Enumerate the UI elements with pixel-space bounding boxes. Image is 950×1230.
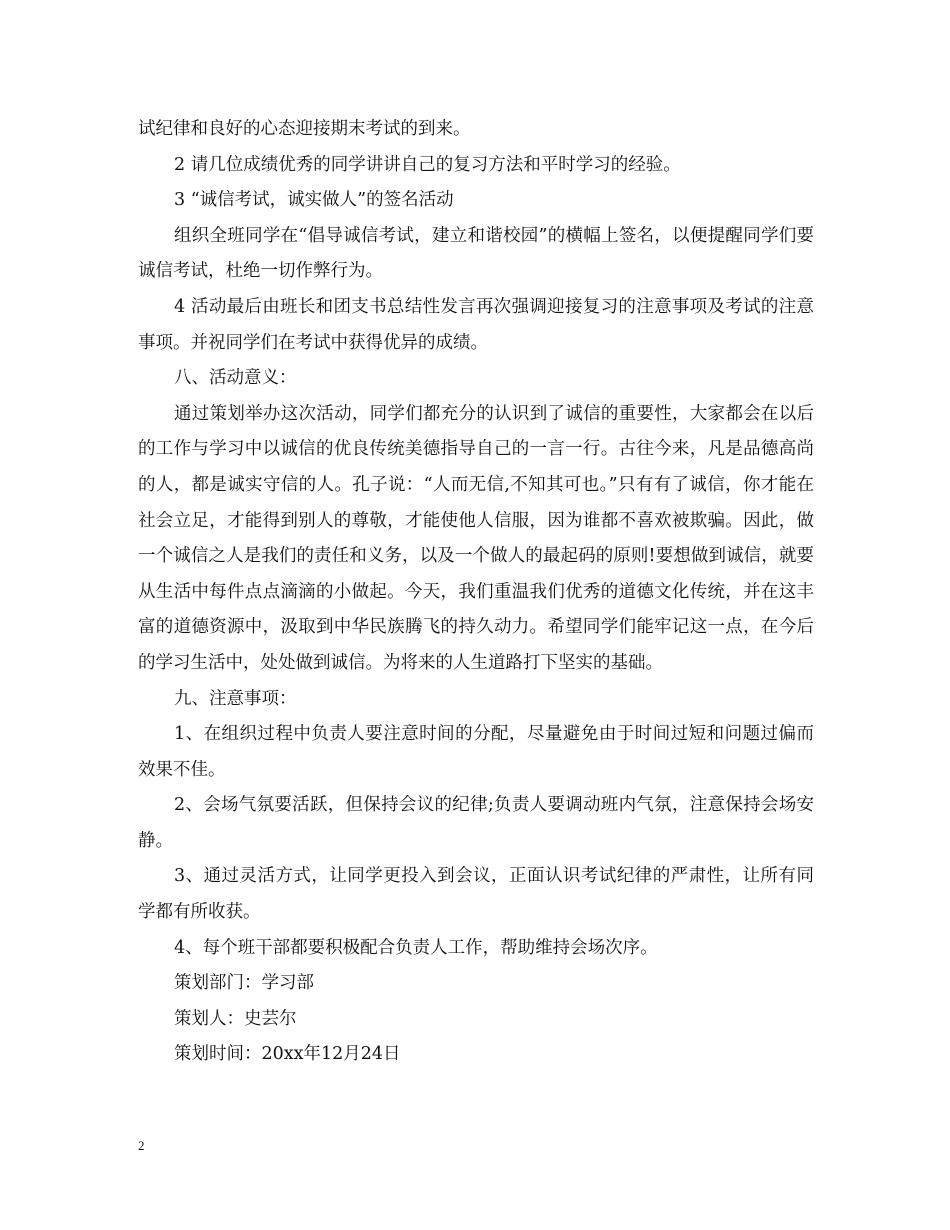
paragraph-item-2: 2 请几位成绩优秀的同学讲讲自己的复习方法和平时学习的经验。 [174,154,681,175]
note-item-1: 1、在组织过程中负责人要注意时间的分配，尽量避免由于时间过短和问题过偏而效果不佳。 [138,724,814,780]
note-item-3: 3、通过灵活方式，让同学更投入到会议，正面认识考试纪律的严肃性，让所有同学都有所收获。 [138,866,814,923]
planning-date: 策划时间：20xx年12月24日 [174,1044,401,1065]
paragraph-continuation: 试纪律和良好的心态迎接期末考试的到来。 [138,119,471,139]
page-number: 2 [138,1138,145,1153]
section-heading-notes: 九、注意事项： [174,688,297,709]
section-heading-significance: 八、活动意义： [174,368,297,389]
paragraph-item-4: 4 活动最后由班长和团支书总结性发言再次强调迎接复习的注意事项及考试的注意事项。并祝同学们在考试中获得优异的成绩。 [138,296,814,353]
planner-name: 策划人：史芸尔 [174,1008,297,1029]
paragraph-signing-activity: 组织全班同学在“倡导诚信考试，建立和谐校园”的横幅上签名，以便提醒同学们要诚信考试，杜绝一切作弊行为。 [138,225,814,282]
note-item-2: 2、会场气氛要活跃，但保持会议的纪律;负责人要调动班内气氛，注意保持会场安静。 [138,795,814,851]
paragraph-significance: 通过策划举办这次活动，同学们都充分的认识到了诚信的重要性，大家都会在以后的工作与学习中以诚信的优良传统美德指导自己的一言一行。古往今来，凡是品德高尚的人，都是诚实守信的人。孔子说：“人而无信,不知其可也。”只有有了诚信，你才能在社会立足，才能得到别人的尊敬，才能使他人信服，因为谁都不喜欢被欺骗。因此，做一个诚信之人是我们的责任和义务，以及一个做人的最起码的原则!要想做到诚信，就要从生活中每件点点滴滴的小做起。今天，我们重温我们优秀的道德文化传统，并在这丰富的道德资源中，汲取到中华民族腾飞的持久动力。希望同学们能牢记这一点，在今后的学习生活中，处处做到诚信。为将来的人生道路打下坚实的基础。 [138,403,814,673]
planning-department: 策划部门：学习部 [174,973,314,994]
note-item-4: 4、每个班干部都要积极配合负责人工作，帮助维持会场次序。 [174,937,658,958]
document-body [138,112,814,1073]
paragraph-item-3: 3 “诚信考试，诚实做人”的签名活动 [174,190,454,211]
